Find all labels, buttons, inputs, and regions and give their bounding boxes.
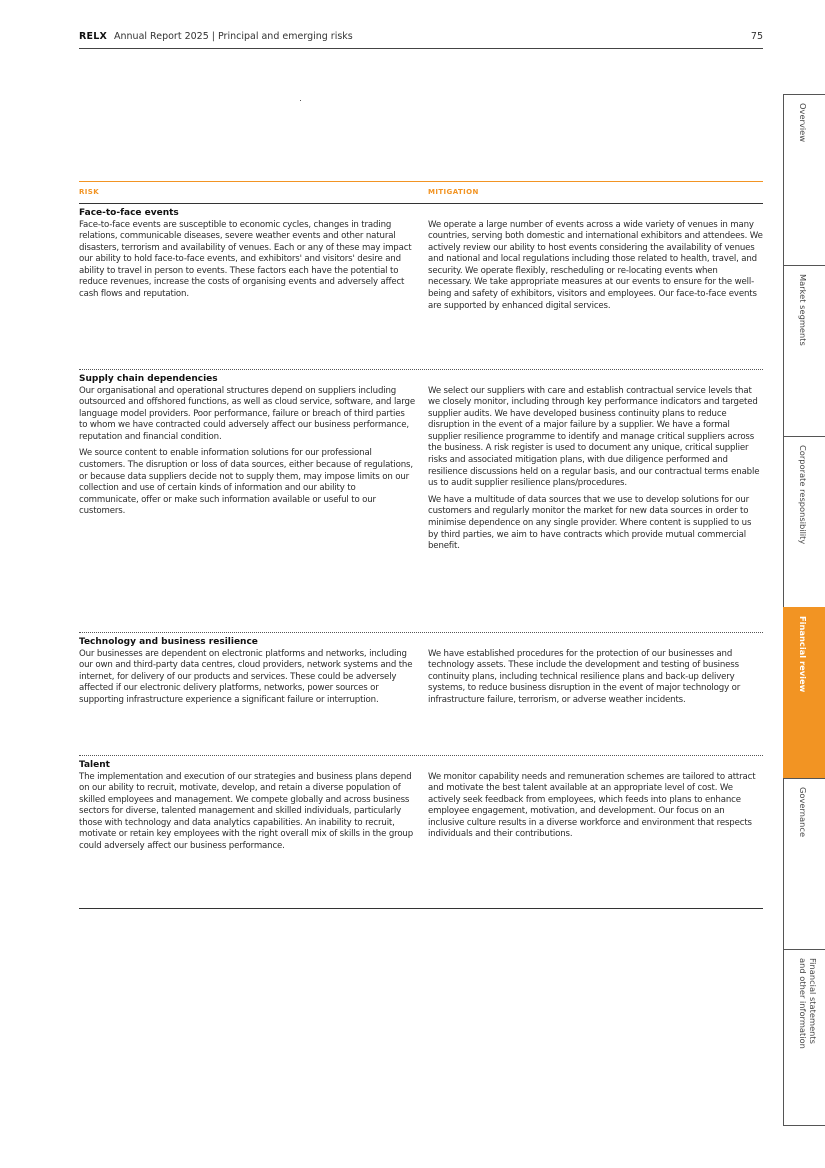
stray-mark	[300, 100, 301, 101]
table-row	[79, 204, 763, 370]
tab-governance[interactable]	[783, 778, 825, 949]
risk-cell	[79, 637, 415, 706]
risk-text: Our organisational and operational structures depend on suppliers including outsourced and offshored functions, as well as cloud service, software, and large language model providers. Poor performance, failure or breach of third parties to whom we have contracted could adversely affect our business performance, reputation and financial condition.	[79, 385, 415, 442]
mitigation-cell	[428, 637, 763, 706]
table-row	[79, 370, 763, 633]
risk-column-header: RISK	[79, 188, 100, 196]
risk-cell	[79, 208, 415, 301]
tab-label: Market segments	[798, 274, 808, 346]
tab-label: Financial review	[798, 616, 808, 693]
table-row	[79, 756, 763, 909]
tab-label: Overview	[798, 103, 808, 143]
risk-title: Face-to-face events	[79, 208, 179, 218]
tab-financial-statements[interactable]	[783, 949, 825, 1126]
page-number: 75	[750, 31, 763, 42]
tab-label: Corporate responsibility	[798, 445, 808, 545]
tab-label: Governance	[798, 787, 808, 838]
report-title: Annual Report 2025 | Principal and emerging risks	[114, 31, 353, 42]
mitigation-text: We operate a large number of events across a wide variety of venues in many countries, serving both domestic and international exhibitors and attendees. We actively review our ability to host events considering the availability of venues and national and local regulations including those related to health, travel, and security. We operate flexibly, rescheduling or re-locating events when necessary. We take appropriate measures at our events to ensure for the well-being and safety of exhibitors, visitors and employees. Our face-to-face events are supported by enhanced digital services.	[428, 219, 763, 311]
risk-text: Face-to-face events are susceptible to economic cycles, changes in trading relations, communicable diseases, severe weather events and other natural disasters, terrorism and availability of venues. Each or any of these may impact our ability to hold face-to-face events, and exhibitors' and visitors' desire and ability to travel in person to events. These factors each have the potential to reduce revenues, increase the costs of organising events and adversely affect cash flows and reputation.	[79, 219, 412, 300]
mitigation-cell	[428, 374, 763, 553]
page-header	[79, 31, 763, 49]
risk-table	[79, 181, 763, 909]
mitigation-column-header: MITIGATION	[428, 188, 479, 196]
risk-title: Talent	[79, 760, 110, 770]
risk-text: The implementation and execution of our strategies and business plans depend on our ability to recruit, motivate, develop, and retain a diverse population of skilled employees and management. We compete globally and across business sectors for diverse, talented management and skilled individuals, particularly those with technology and data analytics capabilities. An inability to recruit, motivate or retain key employees with the right overall mix of skills in the group could adversely affect our business performance.	[79, 771, 414, 852]
mitigation-text: We have established procedures for the protection of our businesses and technology assets. These include the development and testing of business continuity plans, including technical resilience plans and back-up delivery systems, to reduce business disruption in the event of major technology or infrastructure failure, terrorism, or adverse weather incidents.	[428, 648, 741, 705]
table-row	[79, 633, 763, 756]
tab-label: Financial statements and other information	[798, 958, 818, 1049]
tab-overview[interactable]	[783, 94, 825, 265]
tab-market-segments[interactable]	[783, 265, 825, 436]
mitigation-cell	[428, 208, 763, 312]
risk-title: Technology and business resilience	[79, 637, 258, 647]
risk-text: We source content to enable information solutions for our professional customers. The disruption or loss of data sources, either because of regulations, or because data suppliers decide not to supply them, may impose limits on our collection and use of certain kinds of information and our ability to communicate, offer or make such information available or useful to our customers.	[79, 448, 413, 517]
risk-title: Supply chain dependencies	[79, 374, 218, 384]
tab-financial-review[interactable]	[783, 607, 825, 778]
mitigation-text: We select our suppliers with care and establish contractual service levels that we closely monitor, including through key performance indicators and targeted supplier audits. We have developed business continuity plans to reduce disruption in the event of a major failure by a supplier. We have a formal supplier resilience programme to identify and manage critical suppliers across the business. A risk register is used to document any unique, critical supplier risks and associated mitigation plans, with due diligence performed and resilience discussions held on a regular basis, and our contractual terms enable us to audit supplier resilience plans/procedures.	[428, 385, 760, 489]
risk-text: Our businesses are dependent on electronic platforms and networks, including our own and third-party data centres, cloud providers, network systems and the internet, for delivery of our products and services. These could be adversely affected if our electronic delivery platforms, networks, power sources or supporting infrastructure experience a significant failure or interruption.	[79, 648, 413, 705]
risk-cell	[79, 760, 415, 853]
mitigation-cell	[428, 760, 763, 841]
table-column-headers	[79, 182, 763, 204]
mitigation-text: We have a multitude of data sources that we use to develop solutions for our customers and regularly monitor the market for new data sources in order to minimise dependence on any single provider. Where content is supplied to us by third parties, we aim to have contracts which provide mutual commercial benefit.	[428, 494, 752, 552]
risk-cell	[79, 374, 415, 518]
brand-name: RELX	[79, 31, 107, 42]
mitigation-text: We monitor capability needs and remuneration schemes are tailored to attract and motivate the best talent available at an appropriate level of cost. We actively seek feedback from employees, which feeds into plans to enhance employee engagement, motivation, and development. Our focus on an inclusive culture results in a diverse workforce and environment that respects individuals and their contributions.	[428, 771, 756, 840]
tab-corporate-responsibility[interactable]	[783, 436, 825, 607]
